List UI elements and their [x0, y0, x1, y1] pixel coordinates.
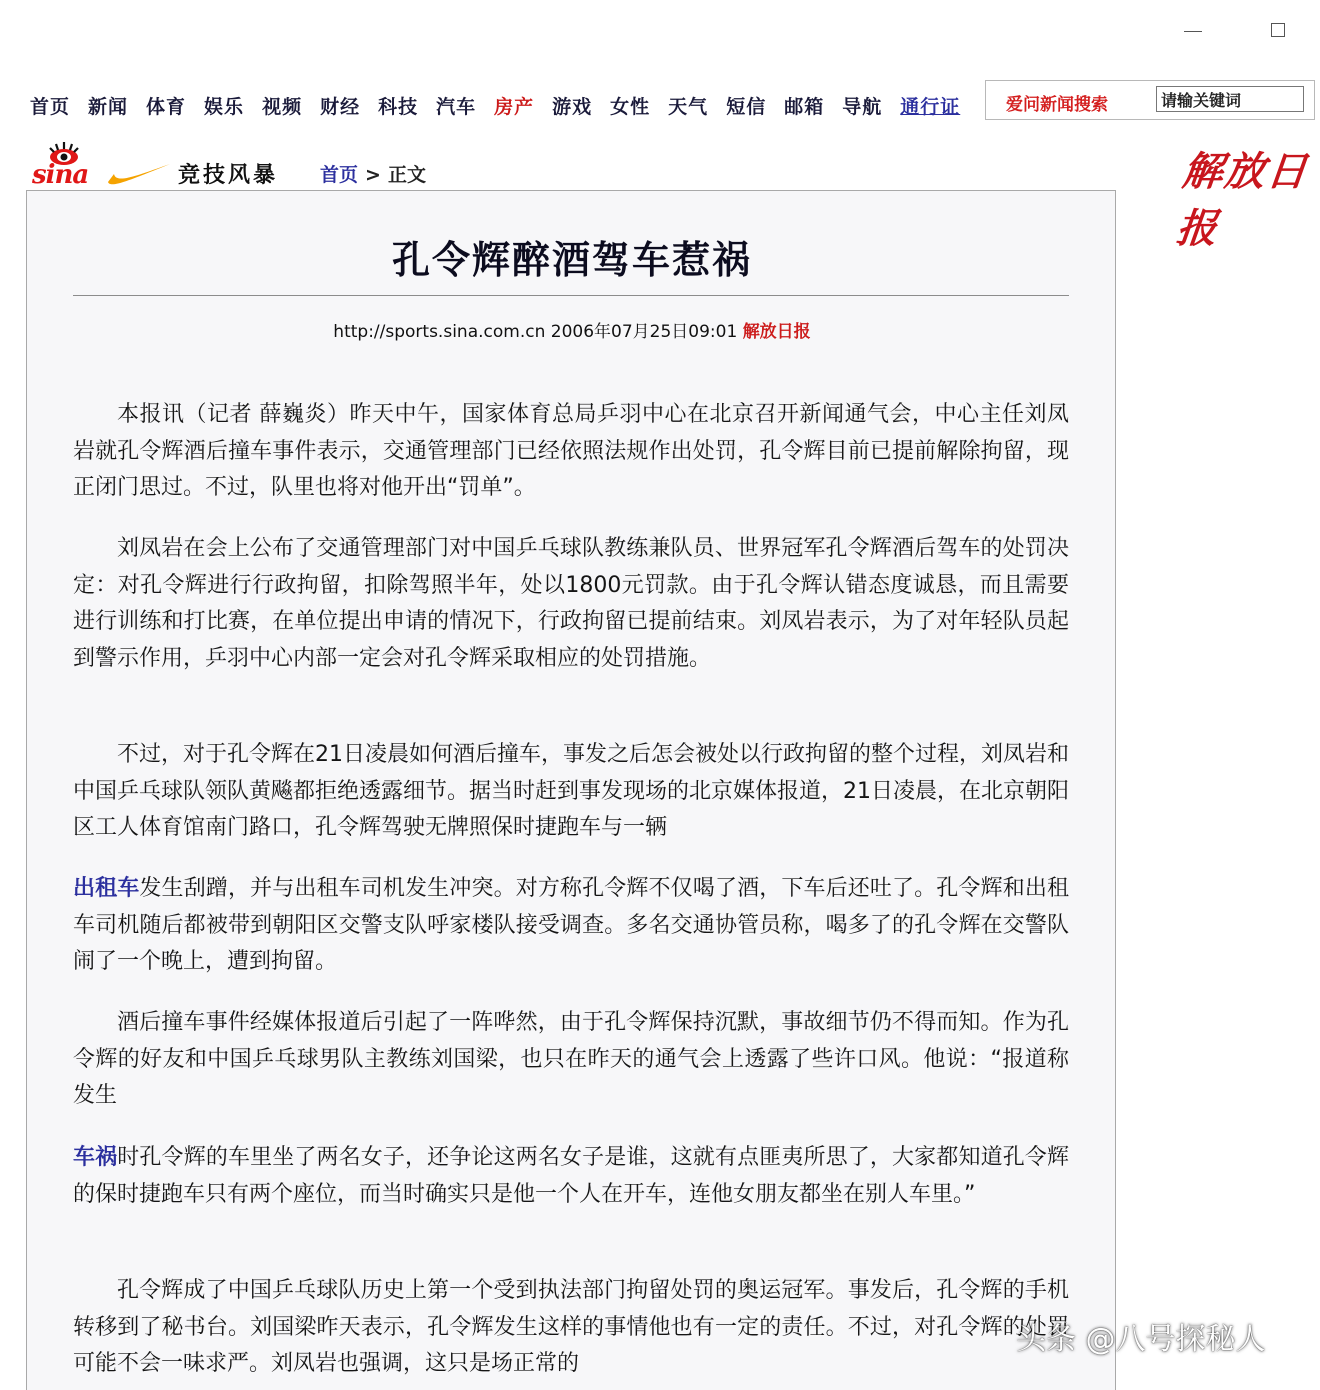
nav-link-10[interactable]: 女性 — [610, 95, 651, 118]
nav-link-9[interactable]: 游戏 — [552, 95, 593, 118]
window-titlebar — [0, 0, 1320, 62]
breadcrumb-current: 正文 — [387, 164, 426, 186]
paragraph-4-text: 发生刮蹭，并与出租车司机发生冲突。对方称孔令辉不仅喝了酒，下车后还吐了。孔令辉和出租车司机随后都被带到朝阳区交警支队呼家楼队接受调查。多名交通协管员称，喝多了的孔令辉在交警队闹了一个晚上，遭到拘留。 — [73, 876, 1069, 974]
top-nav — [30, 90, 978, 120]
nav-link-2[interactable]: 体育 — [146, 95, 187, 118]
watermark: 头条 @八号探秘人 — [1016, 1322, 1266, 1357]
breadcrumb-home-link[interactable]: 首页 — [320, 164, 359, 186]
jiefang-daily-logo[interactable]: 解放日报 — [1174, 148, 1312, 252]
paragraph-6 — [73, 1140, 1069, 1213]
news-search — [985, 80, 1315, 120]
nav-link-13[interactable]: 邮箱 — [784, 95, 825, 118]
nav-link-7[interactable]: 汽车 — [436, 95, 477, 118]
article-body — [26, 190, 1116, 1390]
minimize-icon[interactable] — [1176, 14, 1212, 50]
swoosh-logo-icon — [106, 160, 172, 186]
keyword-link-accident[interactable]: 车祸 — [73, 1145, 118, 1170]
article-url-date: http://sports.sina.com.cn 2006年07月25日09:01 — [333, 322, 743, 342]
maximize-icon[interactable] — [1262, 14, 1298, 50]
breadcrumb — [320, 160, 426, 187]
nav-link-1[interactable]: 新闻 — [88, 95, 129, 118]
paragraph-6-text: 时孔令辉的车里坐了两名女子，还争论这两名女子是谁，这就有点匪夷所思了，大家都知道孔令辉的保时捷跑车只有两个座位，而当时确实只是他一个人在开车，连他女朋友都坐在别人车里。” — [73, 1145, 1069, 1207]
paragraph-7: 孔令辉成了中国乒乓球队历史上第一个受到执法部门拘留处罚的奥运冠军。事发后，孔令辉的手机转移到了秘书台。刘国梁昨天表示，孔令辉发生这样的事情他也有一定的责任。不过，对孔令辉的处罚可能不会一味求严。刘凤岩也强调，这只是场正常的 — [73, 1278, 1069, 1376]
article-meta — [27, 317, 1117, 342]
nav-link-4[interactable]: 视频 — [262, 95, 303, 118]
breadcrumb-separator: > — [365, 164, 381, 186]
nav-link-14[interactable]: 导航 — [842, 95, 883, 118]
nav-link-0[interactable]: 首页 — [30, 95, 71, 118]
search-input[interactable] — [1156, 86, 1304, 112]
source-link[interactable]: 解放日报 — [742, 322, 811, 342]
search-label[interactable]: 爱问新闻搜索 — [1006, 95, 1108, 115]
keyword-link-taxi[interactable]: 出租车 — [73, 876, 140, 901]
title-divider — [73, 295, 1069, 296]
sina-logo-text: sina — [32, 160, 89, 190]
nav-link-passport[interactable]: 通行证 — [900, 95, 961, 118]
paragraph-4 — [73, 871, 1069, 981]
paragraph-3: 不过，对于孔令辉在21日凌晨如何酒后撞车，事发之后怎会被处以行政拘留的整个过程，刘凤岩和中国乒乓球队领队黄飚都拒绝透露细节。据当时赶到事发现场的北京媒体报道，21日凌晨，在北京朝阳区工人体育馆南门路口，孔令辉驾驶无牌照保时捷跑车与一辆 — [73, 742, 1069, 840]
nav-link-5[interactable]: 财经 — [320, 95, 361, 118]
nav-link-11[interactable]: 天气 — [668, 95, 709, 118]
nav-link-3[interactable]: 娱乐 — [204, 95, 245, 118]
nav-link-12[interactable]: 短信 — [726, 95, 767, 118]
channel-name: 竞技风暴 — [178, 163, 279, 188]
paragraph-2: 刘凤岩在会上公布了交通管理部门对中国乒乓球队教练兼队员、世界冠军孔令辉酒后驾车的处罚决定：对孔令辉进行行政拘留，扣除驾照半年，处以1800元罚款。由于孔令辉认错态度诚恳，而且需要进行训练和打比赛，在单位提出申请的情况下，行政拘留已提前结束。刘凤岩表示，为了对年轻队员起到警示作用，乒羽中心内部一定会对孔令辉采取相应的处罚措施。 — [73, 536, 1069, 671]
article-title: 孔令辉醉酒驾车惹祸 — [391, 238, 752, 282]
paragraph-5: 酒后撞车事件经媒体报道后引起了一阵哗然，由于孔令辉保持沉默，事故细节仍不得而知。作为孔令辉的好友和中国乒乓球男队主教练刘国梁，也只在昨天的通气会上透露了些许口风。他说：“报道称发生 — [73, 1010, 1069, 1108]
nav-link-8[interactable]: 房产 — [494, 95, 535, 118]
sina-logo[interactable] — [30, 142, 106, 190]
paragraph-1: 本报讯（记者 薛巍炎）昨天中午，国家体育总局乒羽中心在北京召开新闻通气会，中心主任刘凤岩就孔令辉酒后撞车事件表示，交通管理部门已经依照法规作出处罚，孔令辉目前已提前解除拘留，现正闭门思过。不过，队里也将对他开出“罚单”。 — [73, 402, 1069, 500]
nav-link-6[interactable]: 科技 — [378, 95, 419, 118]
